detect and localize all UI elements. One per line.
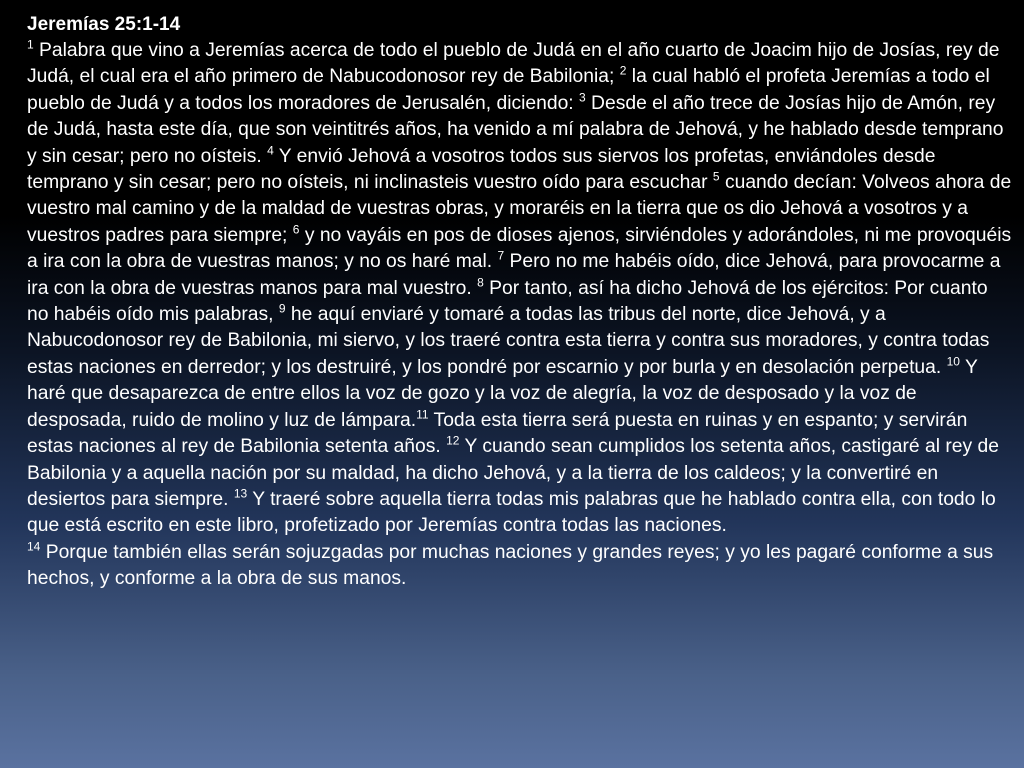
verse-number: 11 <box>416 407 429 422</box>
verse-number: 10 <box>946 354 960 369</box>
verse-number: 3 <box>579 90 586 105</box>
verse <box>27 539 994 590</box>
verse-number: 2 <box>619 63 627 78</box>
verse-text: Por tanto, así ha dicho Jehová de los ejércitos: Por cuanto no habéis oído mis palabras, <box>27 277 988 326</box>
verse-number: 12 <box>446 433 460 448</box>
passage-paragraph-1 <box>27 38 1012 540</box>
verse-text: Y cuando sean cumplidos los setenta años, castigaré al rey de Babilonia y a aquella nación por su maldad, ha dicho Jehová, y a la tierra de los caldeos; y la convertiré en desiertos para siempre. <box>27 436 999 510</box>
verse-number: 7 <box>497 248 505 263</box>
verse-number: 9 <box>278 301 286 316</box>
verse-number: 5 <box>712 169 720 184</box>
verse-text: Desde el año trece de Josías hijo de Amón, rey de Judá, hasta este día, que son veintitrés años, ha venido a mí palabra de Jehová, y he hablado desde temprano y sin cesar; pero no oísteis. <box>27 92 1004 167</box>
verse-number: 4 <box>267 143 274 158</box>
verse-text: la cual habló el profeta Jeremías a todo el pueblo de Judá y a todos los moradores de Jerusalén, diciendo: <box>27 66 990 114</box>
passage-paragraph-2 <box>27 540 1012 593</box>
verse-text: Toda esta tierra será puesta en ruinas y en espanto; y servirán estas naciones al rey de Babilonia setenta años. <box>27 409 968 458</box>
verse-number: 8 <box>477 275 484 290</box>
verse-text: Pero no me habéis oído, dice Jehová, para provocarme a ira con la obra de vuestras manos para mal vuestro. <box>27 251 1001 299</box>
verse-number: 14 <box>27 539 41 554</box>
passage-title: Jeremías 25:1-14 <box>27 14 181 35</box>
verse-text: Porque también ellas serán sojuzgadas por muchas naciones y grandes reyes; y yo les pagaré conforme a sus hechos, y conforme a la obra de sus manos. <box>27 541 994 590</box>
verse-text: Y envió Jehová a vosotros todos sus siervos los profetas, enviándoles desde temprano y sin cesar; pero no oísteis, ni inclinasteis vuestro oído para escuchar <box>27 145 936 194</box>
verse-text: he aquí enviaré y tomaré a todas las tribus del norte, dice Jehová, y a Nabucodonosor rey de Babilonia, mi siervo, y los traeré contra esta tierra y contra sus moradores, y contra todas estas naciones en derredor; y los destruiré, y los pondré por escarnio y por burla y en desolación perpetua. <box>27 304 990 378</box>
verse-number: 6 <box>292 222 300 237</box>
verse-text: cuando decían: Volveos ahora de vuestro mal camino y de la maldad de vuestras obras, y moraréis en la tierra que os dio Jehová a vosotros y a vuestros padres para siempre; <box>27 172 1012 246</box>
verse-number: 1 <box>27 37 34 52</box>
verse-text: Y traeré sobre aquella tierra todas mis palabras que he hablado contra ella, con todo lo que está escrito en este libro, profetizado por Jeremías contra todas las naciones. <box>27 488 996 537</box>
verse-number: 13 <box>233 486 248 501</box>
verse-text: y no vayáis en pos de dioses ajenos, sirviéndoles y adorándoles, ni me provoquéis a ira con la obra de vuestras manos; y no os haré mal. <box>27 224 1012 273</box>
verse-text: Y haré que desaparezca de entre ellos la voz de gozo y la voz de alegría, la voz de desposado y la voz de desposada, ruido de molino y luz de lámpara. <box>27 356 978 431</box>
verse-text: Palabra que vino a Jeremías acerca de todo el pueblo de Judá en el año cuarto de Joacim hijo de Josías, rey de Judá, el cual era el año primero de Nabucodonosor rey de Babilonia; <box>27 40 1000 88</box>
